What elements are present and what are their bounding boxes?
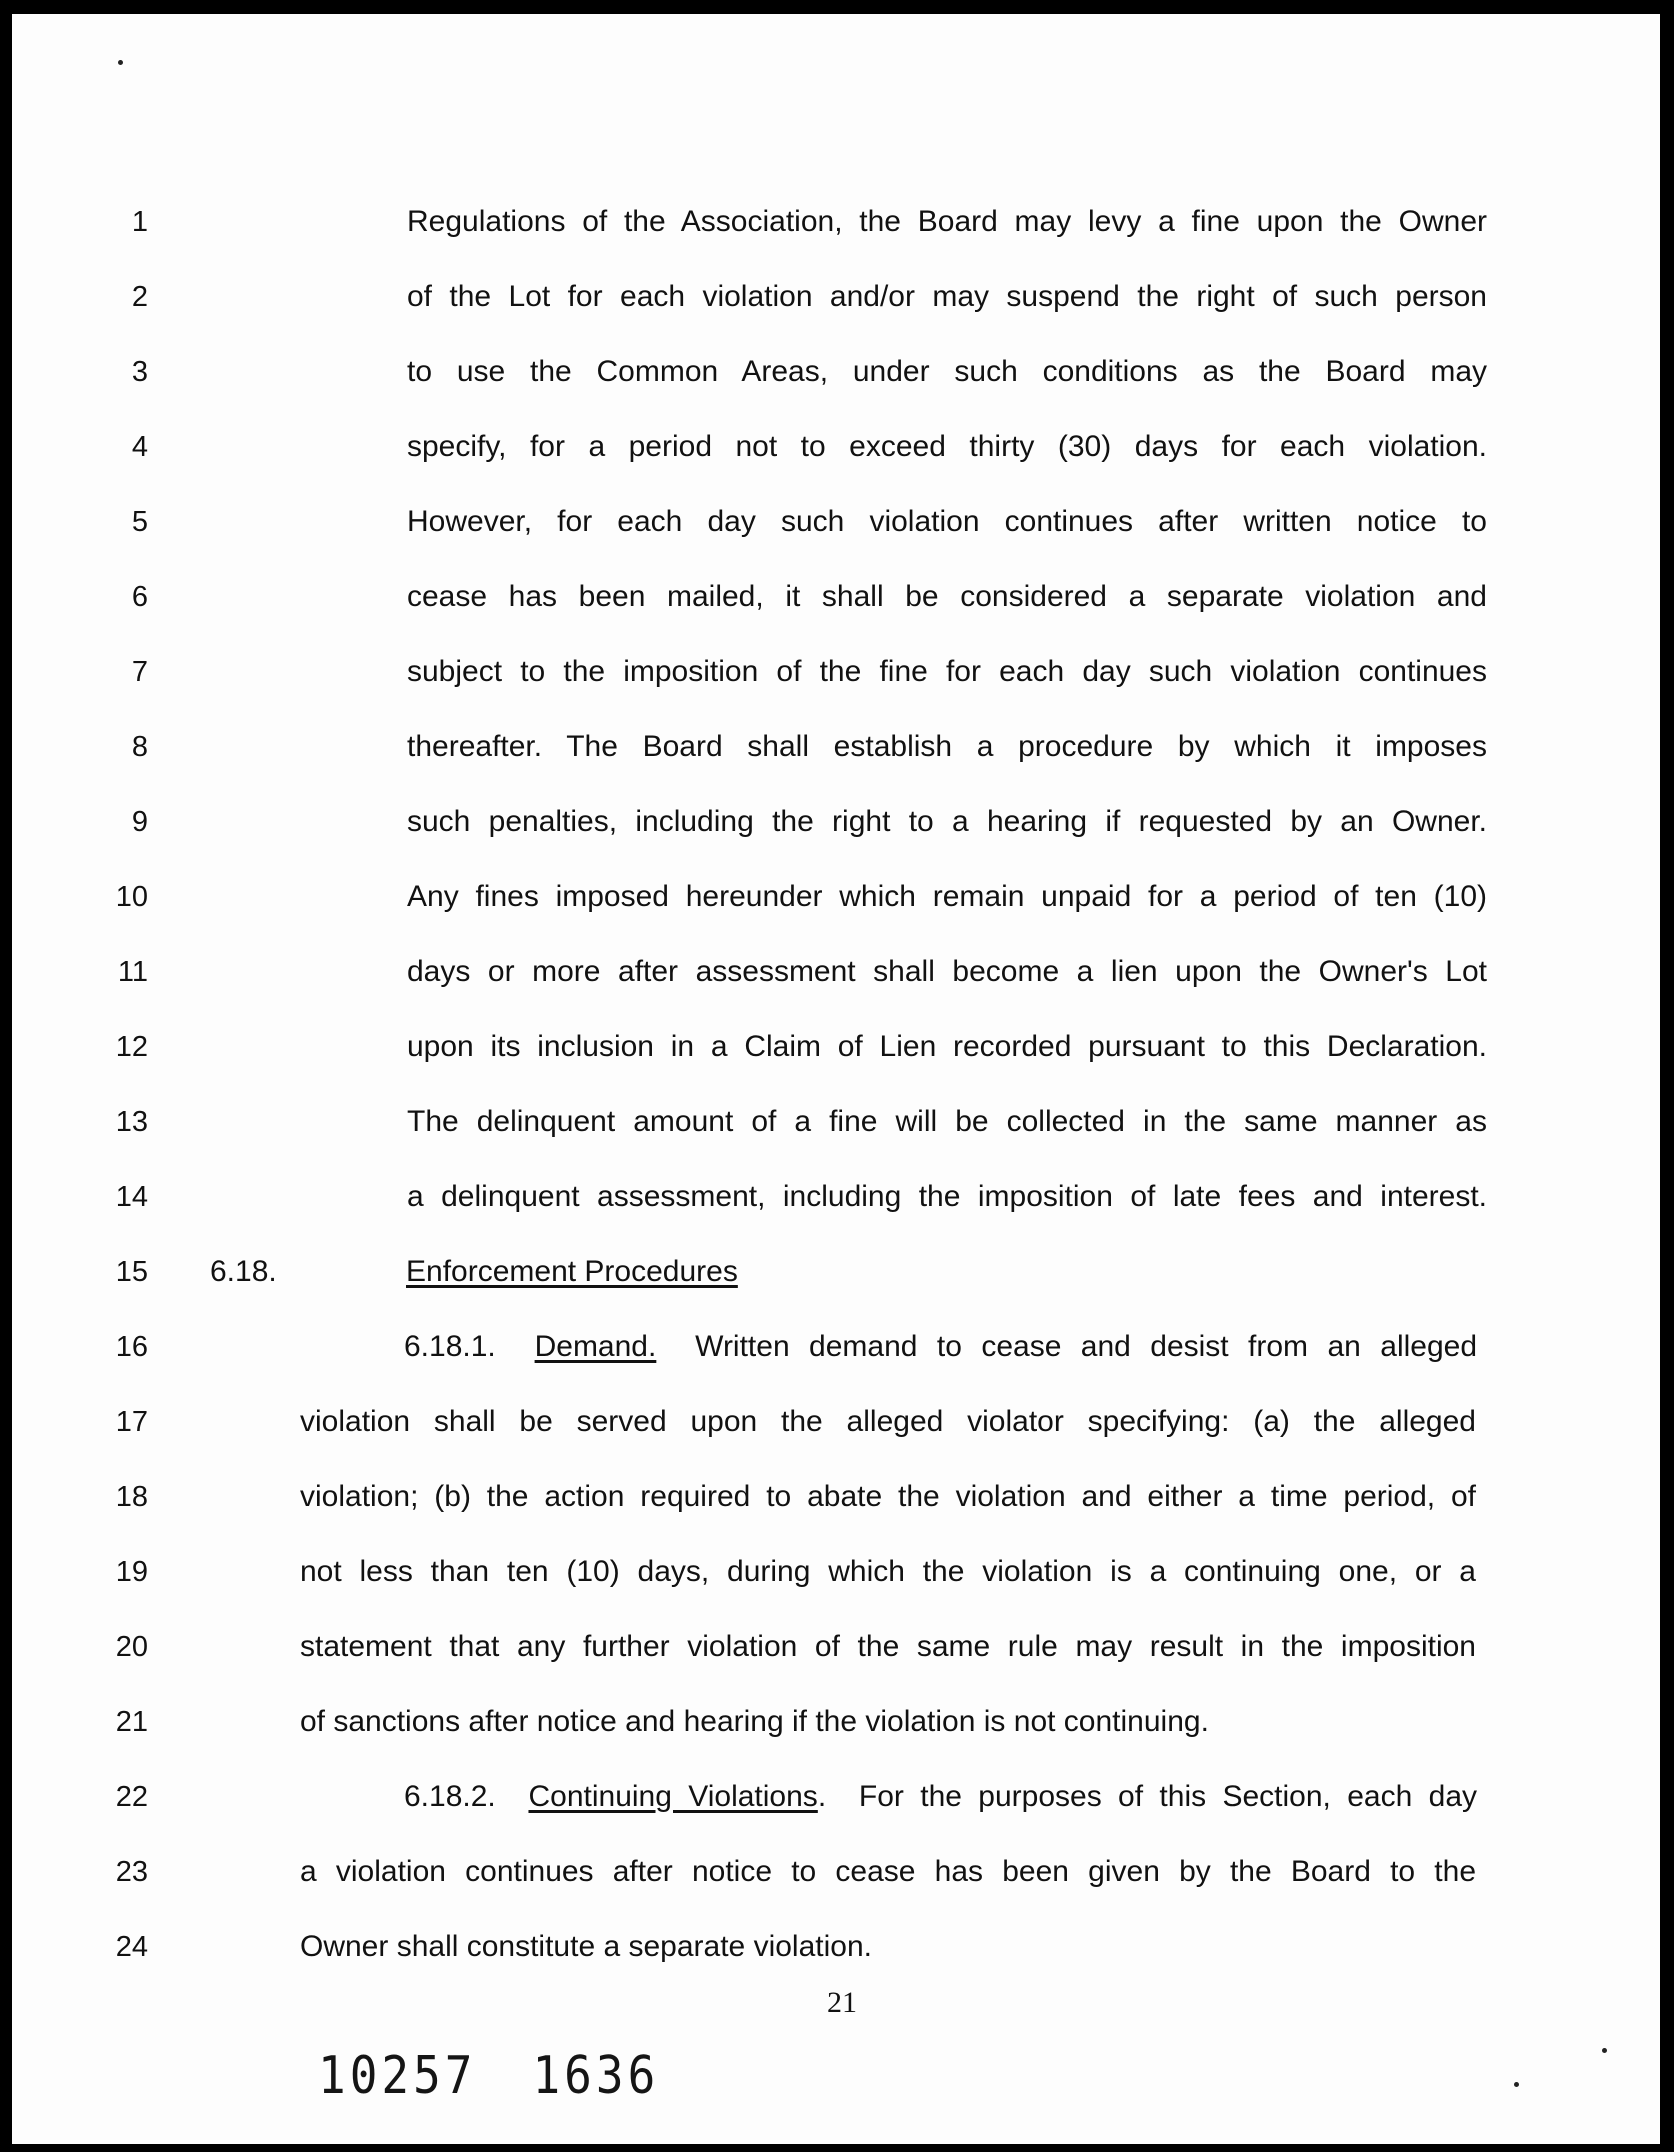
- line-number: 20: [115, 1631, 148, 1663]
- line-text: a delinquent assessment, including the imposition of late fees and interest.: [407, 1180, 1487, 1213]
- line-number: 17: [115, 1406, 148, 1438]
- document-line: [12, 1842, 1660, 1902]
- line-number: 15: [115, 1256, 148, 1288]
- document-line: [12, 1767, 1660, 1827]
- subsection-line: [404, 1767, 1477, 1827]
- line-number: 9: [131, 806, 148, 838]
- document-line: [12, 867, 1660, 927]
- line-number: 22: [115, 1781, 148, 1813]
- line-text: Owner shall constitute a separate violation.: [300, 1930, 872, 1963]
- document-line: [12, 417, 1660, 477]
- recording-stamp: [318, 2045, 659, 2105]
- line-number: 5: [131, 506, 148, 538]
- document-line: [12, 792, 1660, 852]
- document-line: [12, 1392, 1660, 1452]
- line-text: upon its inclusion in a Claim of Lien recorded pursuant to this Declaration.: [407, 1030, 1487, 1063]
- document-line: [12, 1317, 1660, 1377]
- document-line: [12, 1692, 1660, 1752]
- line-text: violation shall be served upon the alleged violator specifying: (a) the alleged: [300, 1405, 1476, 1438]
- line-text: days or more after assessment shall become a lien upon the Owner's Lot: [407, 955, 1487, 988]
- section-title: Enforcement Procedures: [406, 1255, 738, 1288]
- document-line: [12, 267, 1660, 327]
- stamp-book-number: 10257: [318, 2044, 477, 2106]
- line-text: violation; (b) the action required to abate the violation and either a time period, of: [300, 1480, 1476, 1513]
- stamp-page-number: 1636: [532, 2044, 660, 2106]
- section-heading: [12, 1242, 1660, 1302]
- document-line: [12, 642, 1660, 702]
- line-text: Written demand to cease and desist from an alleged: [695, 1330, 1478, 1363]
- line-number: 2: [131, 281, 148, 313]
- line-number: 21: [115, 1706, 148, 1738]
- document-line: [12, 567, 1660, 627]
- line-text: The delinquent amount of a fine will be collected in the same manner as: [407, 1105, 1487, 1138]
- line-text: However, for each day such violation continues after written notice to: [407, 505, 1487, 538]
- section-number: 6.18.: [210, 1255, 277, 1288]
- line-text: specify, for a period not to exceed thirty (30) days for each violation.: [407, 430, 1487, 463]
- line-number: 24: [115, 1931, 148, 1963]
- line-number: 4: [131, 431, 148, 463]
- line-text: Regulations of the Association, the Board may levy a fine upon the Owner: [407, 205, 1487, 238]
- document-line: [12, 942, 1660, 1002]
- document-line: [12, 1167, 1660, 1227]
- line-number: 3: [131, 356, 148, 388]
- document-line: [12, 1467, 1660, 1527]
- line-text: not less than ten (10) days, during which the violation is a continuing one, or a: [300, 1555, 1476, 1588]
- subsection-number: 6.18.2.: [404, 1780, 496, 1813]
- line-number: 14: [115, 1181, 148, 1213]
- document-page: [12, 14, 1660, 2144]
- line-text: cease has been mailed, it shall be considered a separate violation and: [407, 580, 1487, 613]
- line-number: 13: [115, 1106, 148, 1138]
- line-number: 7: [131, 656, 148, 688]
- document-line: [12, 1617, 1660, 1677]
- document-line: [12, 1092, 1660, 1152]
- line-number: 18: [115, 1481, 148, 1513]
- line-text: thereafter. The Board shall establish a procedure by which it imposes: [407, 730, 1487, 763]
- line-number: 19: [115, 1556, 148, 1588]
- document-line: [12, 1017, 1660, 1077]
- line-number: 23: [115, 1856, 148, 1888]
- document-line: [12, 342, 1660, 402]
- line-text: subject to the imposition of the fine for each day such violation continues: [407, 655, 1487, 688]
- subsection-title: Continuing Violations: [528, 1780, 818, 1813]
- line-number: 8: [131, 731, 148, 763]
- line-number: 11: [117, 956, 148, 988]
- line-text: to use the Common Areas, under such conditions as the Board may: [407, 355, 1487, 388]
- document-line: [12, 192, 1660, 252]
- line-number: 1: [131, 206, 148, 238]
- scan-speck: [1602, 2048, 1607, 2053]
- subsection-number: 6.18.1.: [404, 1330, 496, 1363]
- document-line: [12, 492, 1660, 552]
- line-text: of sanctions after notice and hearing if the violation is not continuing.: [300, 1705, 1209, 1738]
- line-text: such penalties, including the right to a hearing if requested by an Owner.: [407, 805, 1487, 838]
- line-number: 6: [131, 581, 148, 613]
- line-text: a violation continues after notice to cease has been given by the Board to the: [300, 1855, 1476, 1888]
- subsection-line: [404, 1317, 1477, 1377]
- document-line: [12, 717, 1660, 777]
- subsection-title-punct: .: [817, 1780, 827, 1813]
- line-number: 16: [115, 1331, 148, 1363]
- line-text: Any fines imposed hereunder which remain unpaid for a period of ten (10): [407, 880, 1487, 913]
- subsection-title: Demand.: [534, 1330, 657, 1363]
- line-number: 10: [115, 881, 148, 913]
- line-text: statement that any further violation of the same rule may result in the imposition: [300, 1630, 1476, 1663]
- scan-speck: [118, 60, 123, 65]
- line-text: For the purposes of this Section, each day: [858, 1780, 1478, 1813]
- document-line: [12, 1542, 1660, 1602]
- line-text: of the Lot for each violation and/or may suspend the right of such person: [407, 280, 1487, 313]
- line-number: 12: [115, 1031, 148, 1063]
- document-line: [12, 1917, 1660, 1977]
- scan-speck: [1514, 2082, 1519, 2087]
- page-number: 21: [827, 1986, 857, 2019]
